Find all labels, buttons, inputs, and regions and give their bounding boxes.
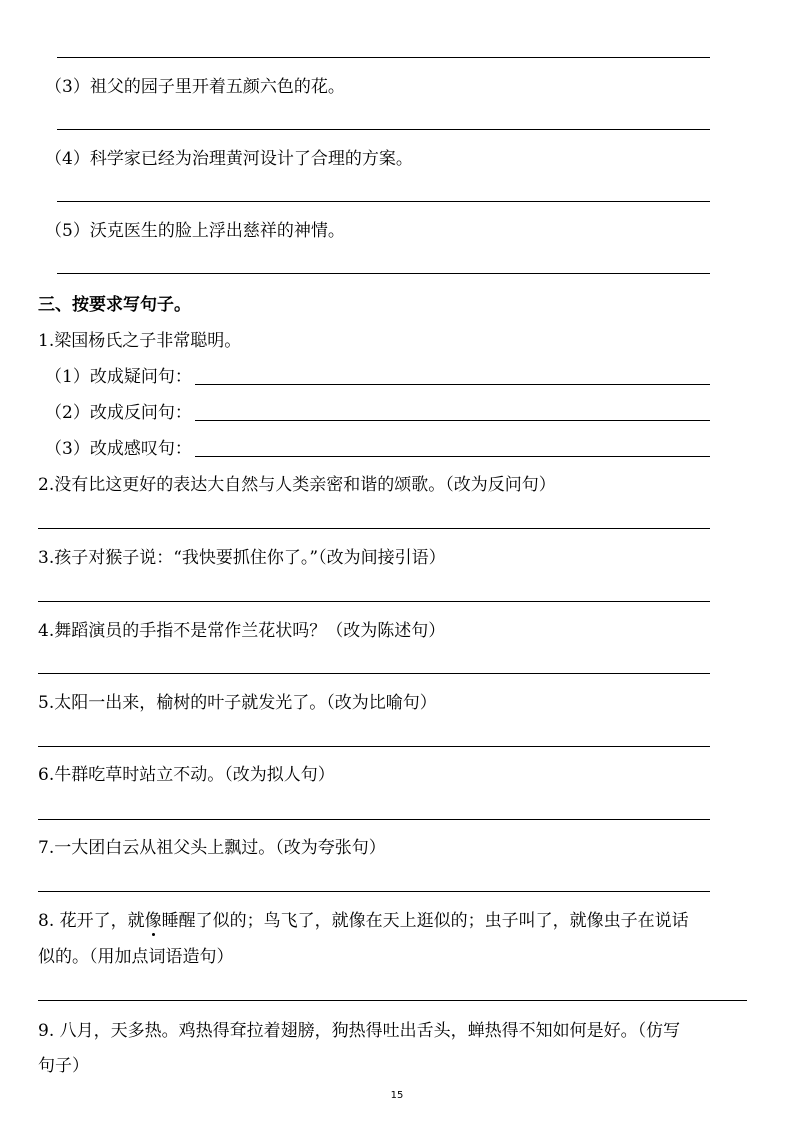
- question-1-sub-2: [45, 402, 192, 424]
- answer-line[interactable]: [195, 420, 710, 421]
- question-8-text: 睡醒了似的；鸟飞了，就像在天上逛似的；虫子叫了，就像虫子在说话: [161, 911, 689, 931]
- sub-label: 改成感叹句：: [89, 439, 192, 459]
- emphasis-dotted-word: 像: [144, 911, 162, 931]
- answer-line[interactable]: [195, 384, 710, 385]
- question-9-line-1: 9. 八月，天多热。鸡热得耷拉着翅膀，狗热得吐出舌头，蝉热得不知如何是好。（仿写: [38, 1021, 681, 1041]
- item-number: （4）: [45, 149, 90, 169]
- item-5: [45, 220, 345, 242]
- answer-line[interactable]: [195, 456, 710, 457]
- sub-number: （2）: [45, 403, 90, 423]
- answer-line[interactable]: [38, 819, 710, 820]
- question-8-text: 8. 花开了，就: [38, 911, 145, 931]
- answer-line[interactable]: [57, 273, 710, 274]
- question-6: 6.牛群吃草时站立不动。（改为拟人句）: [38, 765, 335, 785]
- item-4: [45, 148, 413, 170]
- sub-number: （1）: [45, 367, 90, 387]
- answer-line[interactable]: [38, 891, 710, 892]
- item-number: （5）: [45, 221, 90, 241]
- answer-line[interactable]: [57, 201, 710, 202]
- question-1-sub-1: [45, 366, 192, 388]
- answer-line[interactable]: [38, 673, 710, 674]
- answer-line[interactable]: [38, 746, 710, 747]
- question-7: 7.一大团白云从祖父头上飘过。（改为夸张句）: [38, 838, 386, 858]
- question-8-line-2: 似的。（用加点词语造句）: [38, 947, 234, 967]
- page-number: 15: [390, 1090, 404, 1101]
- item-text: 沃克医生的脸上浮出慈祥的神情。: [89, 221, 345, 241]
- answer-line[interactable]: [38, 1000, 747, 1001]
- item-number: （3）: [45, 77, 90, 97]
- item-3: [45, 76, 345, 98]
- sub-label: 改成疑问句：: [89, 367, 192, 387]
- question-8-line-1: [38, 910, 689, 932]
- question-2: 2.没有比这更好的表达大自然与人类亲密和谐的颂歌。（改为反问句）: [38, 475, 556, 495]
- sub-label: 改成反问句：: [89, 403, 192, 423]
- answer-line[interactable]: [38, 601, 710, 602]
- question-4: 4.舞蹈演员的手指不是常作兰花状吗？（改为陈述句）: [38, 621, 446, 641]
- question-5: 5.太阳一出来，榆树的叶子就发光了。（改为比喻句）: [38, 693, 437, 713]
- item-text: 祖父的园子里开着五颜六色的花。: [89, 77, 345, 97]
- question-9-line-2: 句子）: [38, 1056, 89, 1076]
- answer-line[interactable]: [57, 129, 710, 130]
- question-1-prompt: 1.梁国杨氏之子非常聪明。: [38, 331, 242, 351]
- answer-line[interactable]: [57, 57, 710, 58]
- sub-number: （3）: [45, 439, 90, 459]
- section-heading: 三、按要求写句子。: [38, 295, 191, 315]
- item-text: 科学家已经为治理黄河设计了合理的方案。: [89, 149, 413, 169]
- answer-line[interactable]: [38, 528, 710, 529]
- question-1-sub-3: [45, 438, 192, 460]
- question-3: 3.孩子对猴子说：“我快要抓住你了。”（改为间接引语）: [38, 548, 446, 568]
